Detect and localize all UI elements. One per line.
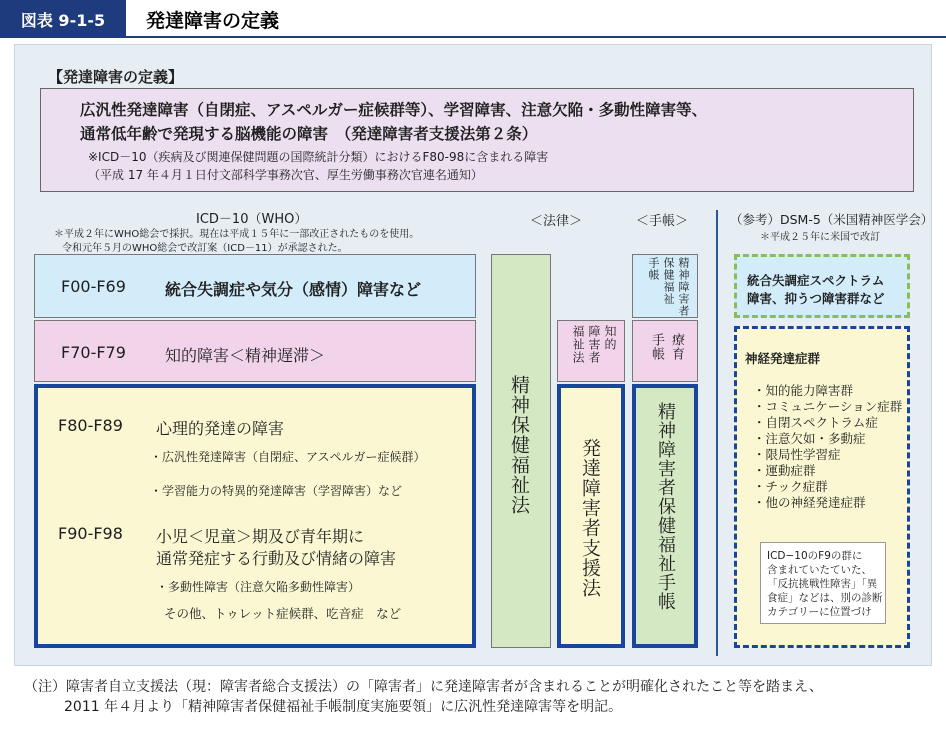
- list-item: ・運動症群: [753, 463, 816, 478]
- list-item: ・自閉スペクトラム症: [753, 415, 878, 430]
- definition-line-2: 通常低年齢で発現する脳機能の障害 （発達障害者支援法第２条）: [80, 125, 538, 143]
- icd-f90-item-2: その他、トゥレット症候群、吃音症 など: [164, 606, 402, 621]
- definition-note-1: ※ICD－10（疾病及び関連保健問題の国際統計分類）におけるF80-98に含まれる障害: [88, 150, 549, 164]
- law-intellectual-b: 障害者: [587, 325, 601, 364]
- icd-f70-code: F70-F79: [61, 343, 126, 362]
- dsm-big-title: 神経発達症群: [745, 351, 821, 366]
- law-mental-label: 精神保健福祉法: [508, 375, 530, 515]
- icd-f70-label: 知的障害＜精神遅滞＞: [165, 346, 326, 365]
- icd-f80-label: 心理的発達の障害: [156, 419, 285, 438]
- definition-line-1: 広汎性発達障害（自閉症、アスペルガー症候群等）、学習障害、注意欠陥・多動性障害等、: [80, 101, 708, 119]
- f9-note-line: 食症」などは、別の診断: [767, 592, 883, 604]
- icd-f90-code: F90-F98: [58, 524, 123, 543]
- book-mental-small: [632, 254, 698, 318]
- f9-note-line: ICD−10のF9の群に: [767, 550, 863, 562]
- f9-note-line: カテゴリーに位置づけ: [767, 606, 872, 618]
- icd-heading: ICD－10（WHO）: [196, 212, 308, 227]
- icd-f00-block: [34, 254, 476, 318]
- law-intellectual: [557, 320, 625, 382]
- book-mental-big: [632, 384, 698, 648]
- book-heading: ＜手帳＞: [636, 214, 689, 229]
- book-mid-b: 手帳: [649, 333, 664, 361]
- list-item: ・注意欠如・多動症: [753, 431, 866, 446]
- dsm-schizophrenia-block: [734, 254, 910, 318]
- definition-heading: 【発達障害の定義】: [48, 68, 184, 86]
- icd-f00-label: 統合失調症や気分（感情）障害など: [165, 280, 422, 299]
- icd-f80-block: [34, 384, 476, 648]
- dsm-f9-note: [760, 542, 886, 624]
- figure-label: 図表 9-1-5: [0, 0, 126, 38]
- dsm-item-list: [753, 383, 902, 511]
- law-dev-label: 発達障害者支援法: [579, 438, 601, 598]
- law-intellectual-a: 知的: [603, 325, 617, 351]
- figure-title: 発達障害の定義: [146, 9, 280, 32]
- list-item: ・他の神経発達症群: [753, 495, 866, 510]
- list-item: ・チック症群: [753, 479, 828, 494]
- icd-f80-code: F80-F89: [58, 416, 123, 435]
- law-intellectual-c: 福祉法: [571, 325, 585, 364]
- list-item: ・コミュニケーション症群: [753, 399, 903, 414]
- f9-note-line: 含まれていたていた、: [767, 564, 872, 576]
- icd-f80-item-2: ・学習能力の特異的発達障害（学習障害）など: [150, 484, 403, 498]
- dsm-top-1: 統合失調症スペクトラム: [747, 273, 885, 288]
- icd-f90-label-1: 小児＜児童＞期及び青年期に: [156, 527, 365, 546]
- footnote-line-1: （注）障害者自立支援法（現：障害者総合支援法）の「障害者」に発達障害者が含まれることが明確化されたこと等を踏まえ、: [24, 679, 823, 695]
- book-big-label: 精神障害者保健福祉手帳: [655, 402, 676, 611]
- footnote-line-2: 2011 年４月より「精神障害者保健福祉手帳制度実施要領」に広汎性発達障害等を明記。: [64, 699, 623, 715]
- dsm-top-2: 障害、抑うつ障害群など: [747, 291, 885, 306]
- divider-line: [716, 210, 718, 656]
- list-item: ・知的能力障害群: [753, 383, 854, 398]
- f9-note-line: 「反抗挑戦性障害」「異: [767, 578, 878, 590]
- icd-f70-block: [34, 320, 476, 382]
- book-rehab: [632, 320, 698, 382]
- book-top-a: 精神障害者: [677, 257, 690, 317]
- law-dev-support: [557, 384, 625, 648]
- dsm-note: ＊平成２５年に米国で改訂: [760, 232, 880, 243]
- law-heading: ＜法律＞: [530, 214, 583, 229]
- figure-header: [0, 0, 946, 38]
- dsm-heading: （参考）DSM-5（米国精神医学会）: [730, 212, 934, 227]
- icd-note-1: ＊平成２年にWHO総会で採択。現在は平成１５年に一部改正されたものを使用。: [54, 229, 420, 240]
- icd-f80-item-1: ・広汎性発達障害（自閉症、アスペルガー症候群）: [150, 450, 426, 464]
- book-top-c: 手帳: [647, 257, 660, 281]
- icd-note-2: 令和元年５月のWHO総会で改訂案（ICD－11）が承認された。: [62, 243, 348, 254]
- definition-note-2: （平成 17 年４月１日付文部科学事務次官、厚生労働事務次官連名通知）: [88, 168, 483, 182]
- law-mental-health: [491, 254, 551, 648]
- book-top-b: 保健福祉: [662, 257, 675, 305]
- icd-f90-label-2: 通常発症する行動及び情緒の障害: [156, 549, 397, 568]
- icd-f90-item-1: ・多動性障害（注意欠陥多動性障害）: [156, 580, 361, 594]
- book-mid-a: 療育: [669, 333, 684, 361]
- icd-f00-code: F00-F69: [61, 277, 126, 296]
- list-item: ・限局性学習症: [753, 447, 841, 462]
